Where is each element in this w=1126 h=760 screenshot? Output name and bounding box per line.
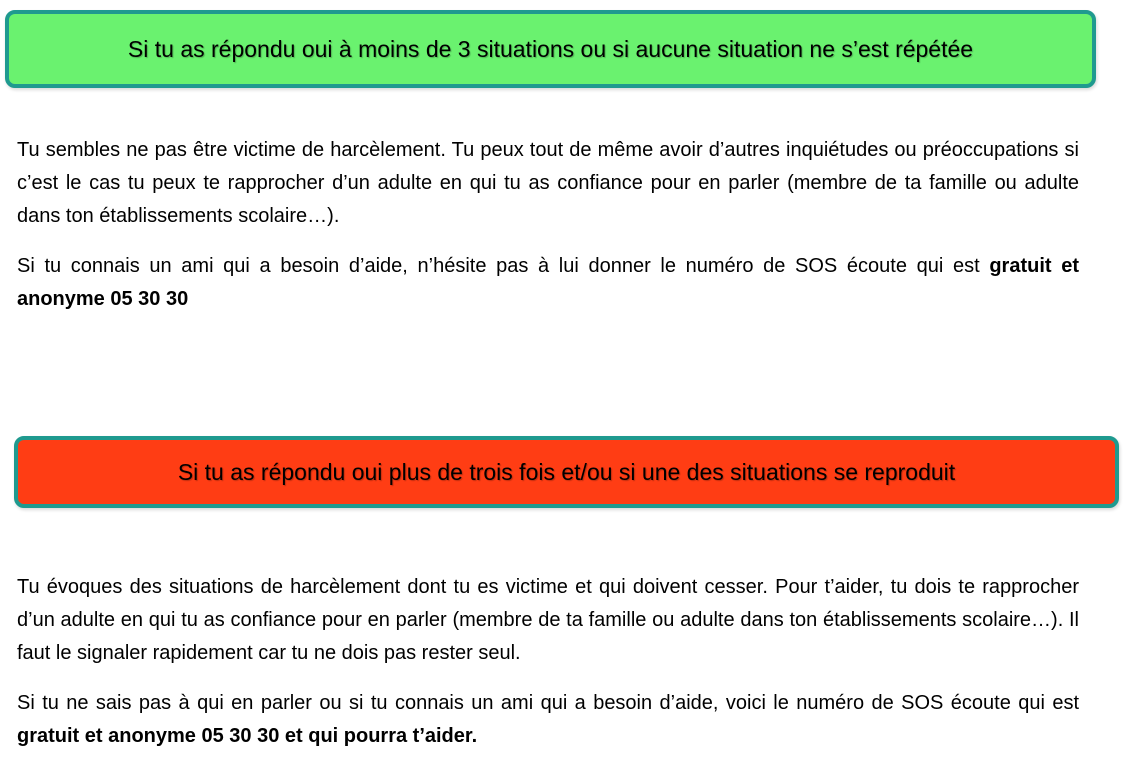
low-risk-help-paragraph (17, 250, 1079, 316)
high-risk-paragraph: Tu évoques des situations de harcèlement dont tu es victime et qui doivent cesser. Pour t’aider, tu dois te rapprocher d’un adulte en qui tu as confiance pour en parler (membre de ta famille ou adulte dans ton établissements scolaire…). Il faut le signaler rapidement car tu ne dois pas rester seul. (17, 576, 1079, 664)
low-risk-paragraph: Tu sembles ne pas être victime de harcèlement. Tu peux tout de même avoir d’autres inquiétudes ou préoccupations si c’est le cas tu peux te rapprocher d’un adulte en qui tu as confiance pour en parler (membre de ta famille ou adulte dans ton établissements scolaire…). (17, 139, 1079, 227)
high-risk-helpline-number: gratuit et anonyme 05 30 30 et qui pourra t’aider. (17, 725, 478, 747)
low-risk-banner (5, 10, 1096, 88)
high-risk-help-text: Si tu ne sais pas à qui en parler ou si tu connais un ami qui a besoin d’aide, voici le numéro de SOS écoute qui est (17, 692, 1079, 714)
low-risk-help-text: Si tu connais un ami qui a besoin d’aide, n’hésite pas à lui donner le numéro de SOS écoute qui est (17, 255, 990, 277)
high-risk-banner (14, 436, 1119, 508)
low-risk-helpline-number: gratuit et anonyme 05 30 30 (17, 255, 1079, 310)
high-risk-help-paragraph (17, 687, 1079, 753)
high-risk-banner-text: Si tu as répondu oui plus de trois fois et/ou si une des situations se reproduit (177, 458, 956, 485)
low-risk-banner-text: Si tu as répondu oui à moins de 3 situations ou si aucune situation ne s’est répétée (127, 35, 974, 62)
